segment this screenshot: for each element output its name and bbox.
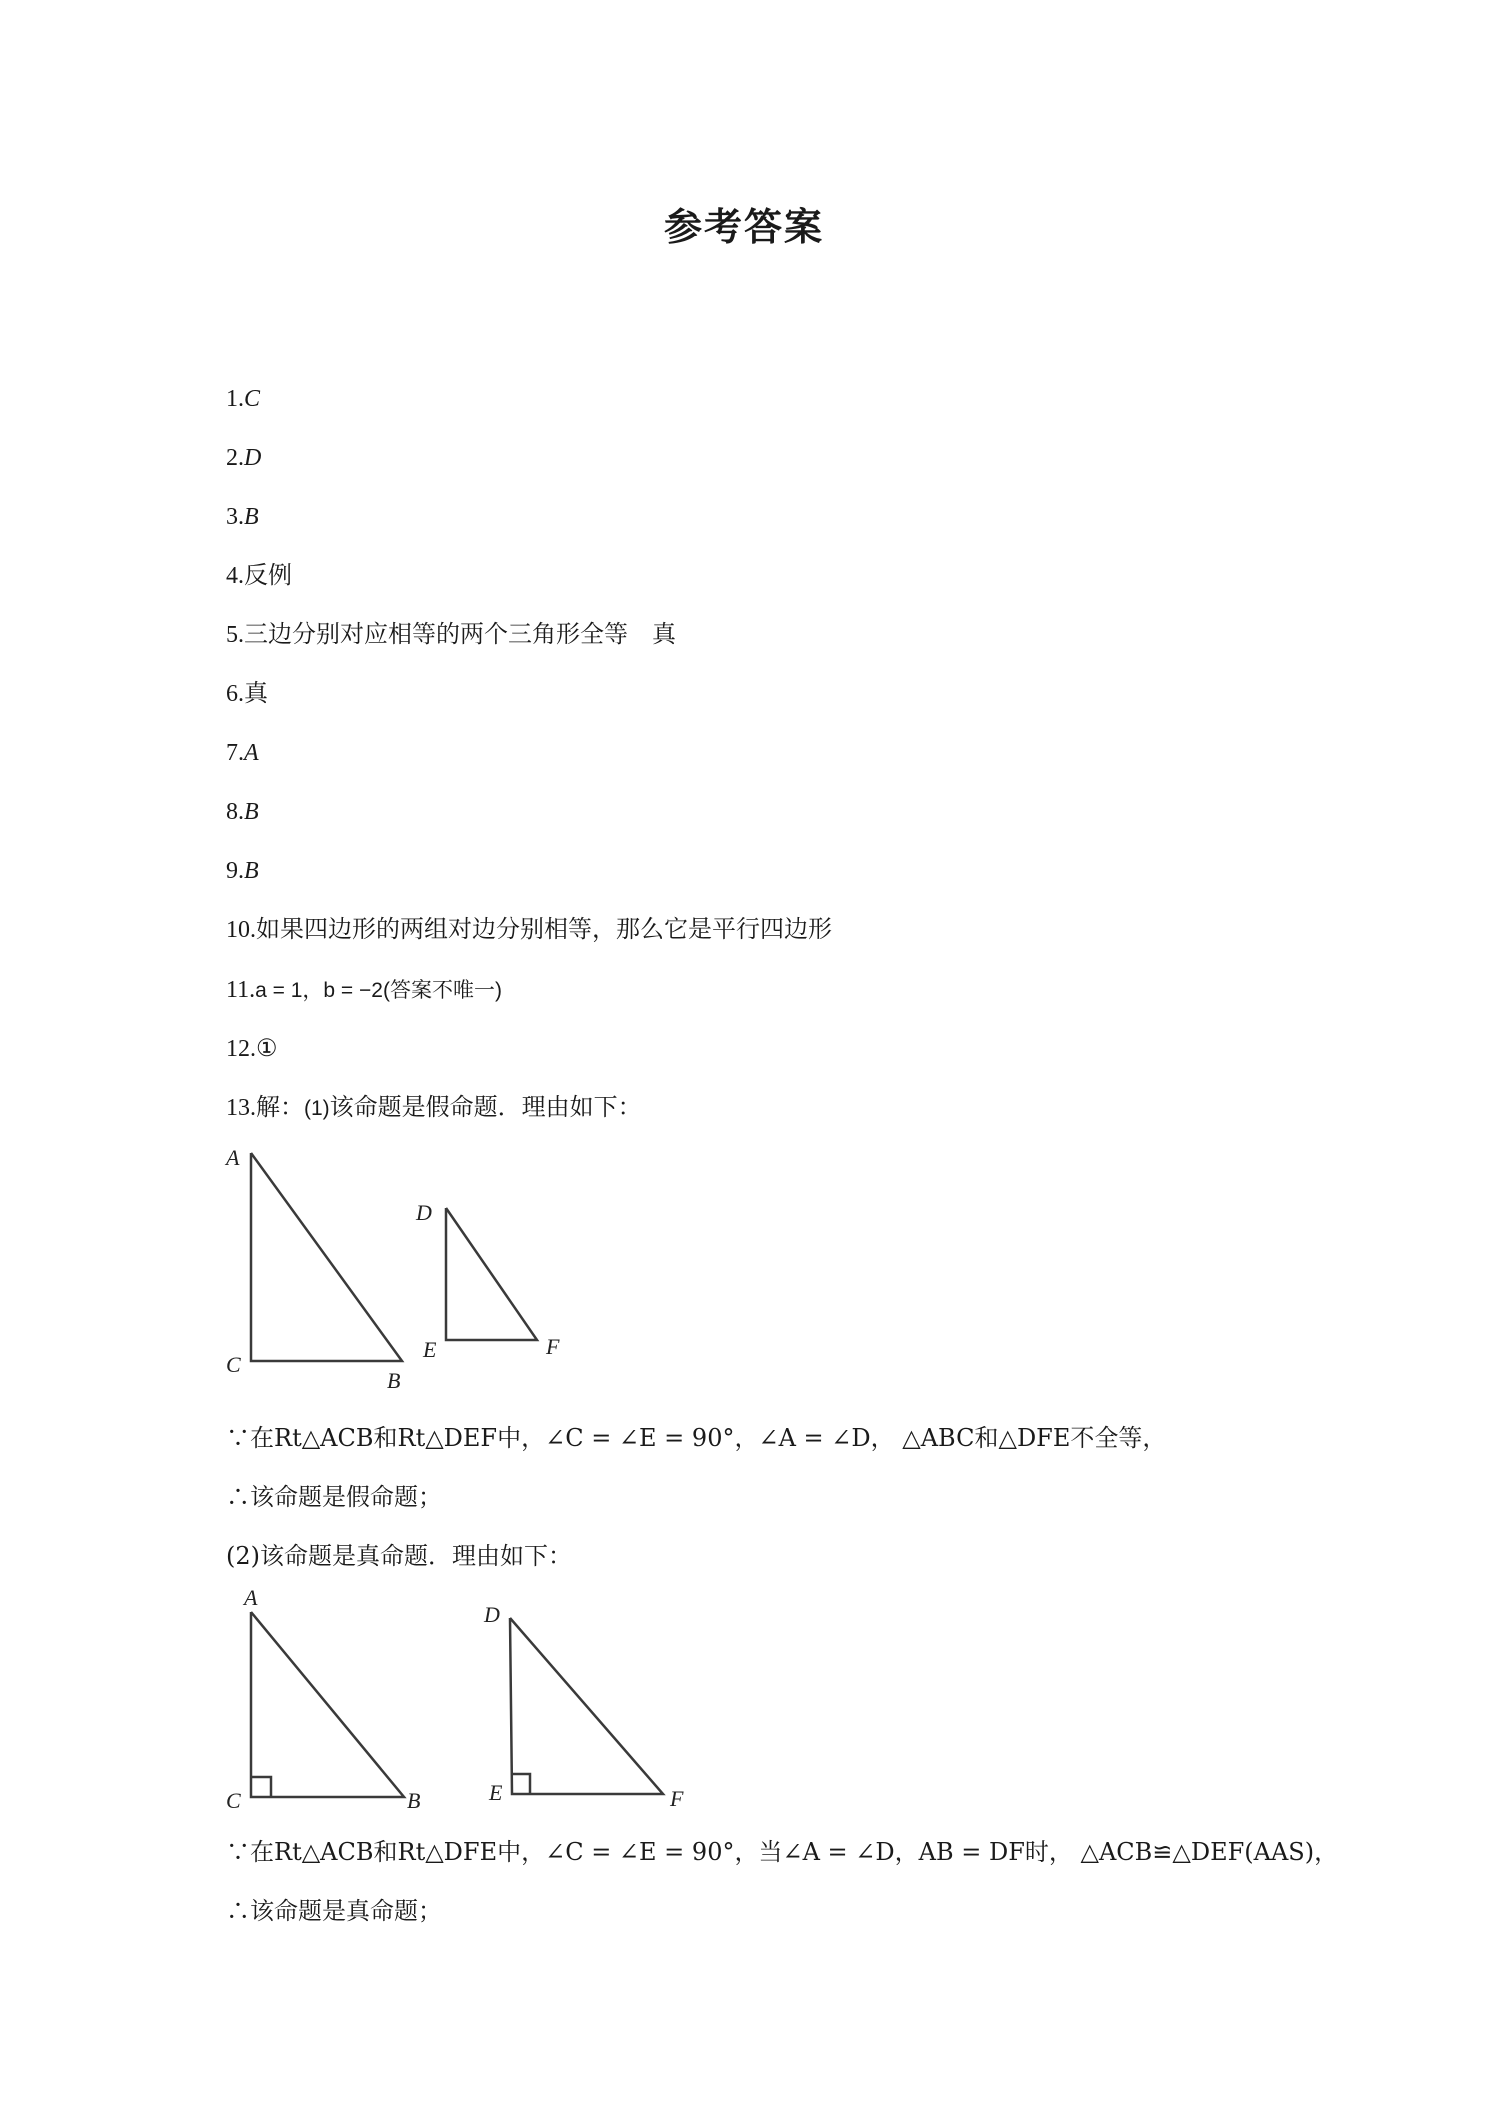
- answer-text: D: [244, 445, 262, 471]
- answer-number: 5.: [226, 622, 244, 648]
- conclusion-2: ∴该命题是真命题；: [226, 1897, 442, 1925]
- answer-text: C: [244, 386, 261, 412]
- answer-number: 1.: [226, 386, 244, 412]
- triangle-acb-2: [251, 1612, 404, 1797]
- label-e: E: [423, 1337, 437, 1362]
- answer-text: B: [244, 504, 259, 530]
- answer-text: B: [244, 799, 259, 825]
- answer-number: 4.: [226, 563, 244, 589]
- answer-text-c: 该命题是假命题．理由如下：: [329, 1093, 642, 1121]
- right-angle-c: [251, 1777, 271, 1797]
- answer-number: 10.: [226, 917, 256, 943]
- label-b: B: [387, 1368, 401, 1393]
- answer-text: 如果四边形的两组对边分别相等，那么它是平行四边形: [256, 915, 832, 943]
- answer-text: B: [244, 858, 259, 884]
- answer-text: 真: [244, 679, 268, 707]
- reason-1: ∵在Rt△ACB和Rt△DEF中，∠C = ∠E = 90°，∠A = ∠D， △ABC和△DFE不全等，: [226, 1424, 1167, 1452]
- answer-text: ①: [256, 1034, 278, 1062]
- answer-number: 6.: [226, 681, 244, 707]
- answer-text: A: [244, 740, 259, 766]
- label-c-2: C: [226, 1788, 241, 1813]
- answer-number: 8.: [226, 799, 244, 825]
- answer-number: 9.: [226, 858, 244, 884]
- label-a: A: [226, 1145, 240, 1170]
- reason-2: ∵在Rt△ACB和Rt△DFE中，∠C = ∠E = 90°，当∠A = ∠D，AB = DF时， △ACB≌△DEF(AAS)，: [226, 1838, 1339, 1866]
- answer-number: 12.: [226, 1036, 256, 1062]
- answer-number: 7.: [226, 740, 244, 766]
- label-d-2: D: [484, 1602, 500, 1627]
- right-angle-e: [512, 1774, 530, 1794]
- label-d: D: [416, 1200, 432, 1225]
- label-f: F: [546, 1334, 560, 1359]
- page-title: 参考答案: [663, 205, 824, 249]
- answer-text-a: 解：: [256, 1093, 304, 1121]
- answer-number: 11.: [226, 977, 256, 1003]
- answer-text: 三边分别对应相等的两个三角形全等 真: [244, 620, 676, 648]
- answer-text: a = 1，b = −2(答案不唯一): [255, 979, 502, 1002]
- part-2: (2)该命题是真命题．理由如下：: [226, 1542, 572, 1570]
- label-e-2: E: [489, 1780, 503, 1805]
- conclusion-1: ∴该命题是假命题；: [226, 1483, 442, 1511]
- answer-number: 3.: [226, 504, 244, 530]
- label-b-2: B: [407, 1788, 421, 1813]
- label-a-2: A: [244, 1585, 258, 1610]
- answer-number: 2.: [226, 445, 244, 471]
- label-c: C: [226, 1352, 241, 1377]
- answer-text: 反例: [244, 561, 292, 589]
- answer-text-b: (1): [304, 1097, 330, 1120]
- answer-number: 13.: [226, 1095, 256, 1121]
- label-f-2: F: [670, 1786, 684, 1811]
- triangle-def-2: [510, 1618, 663, 1794]
